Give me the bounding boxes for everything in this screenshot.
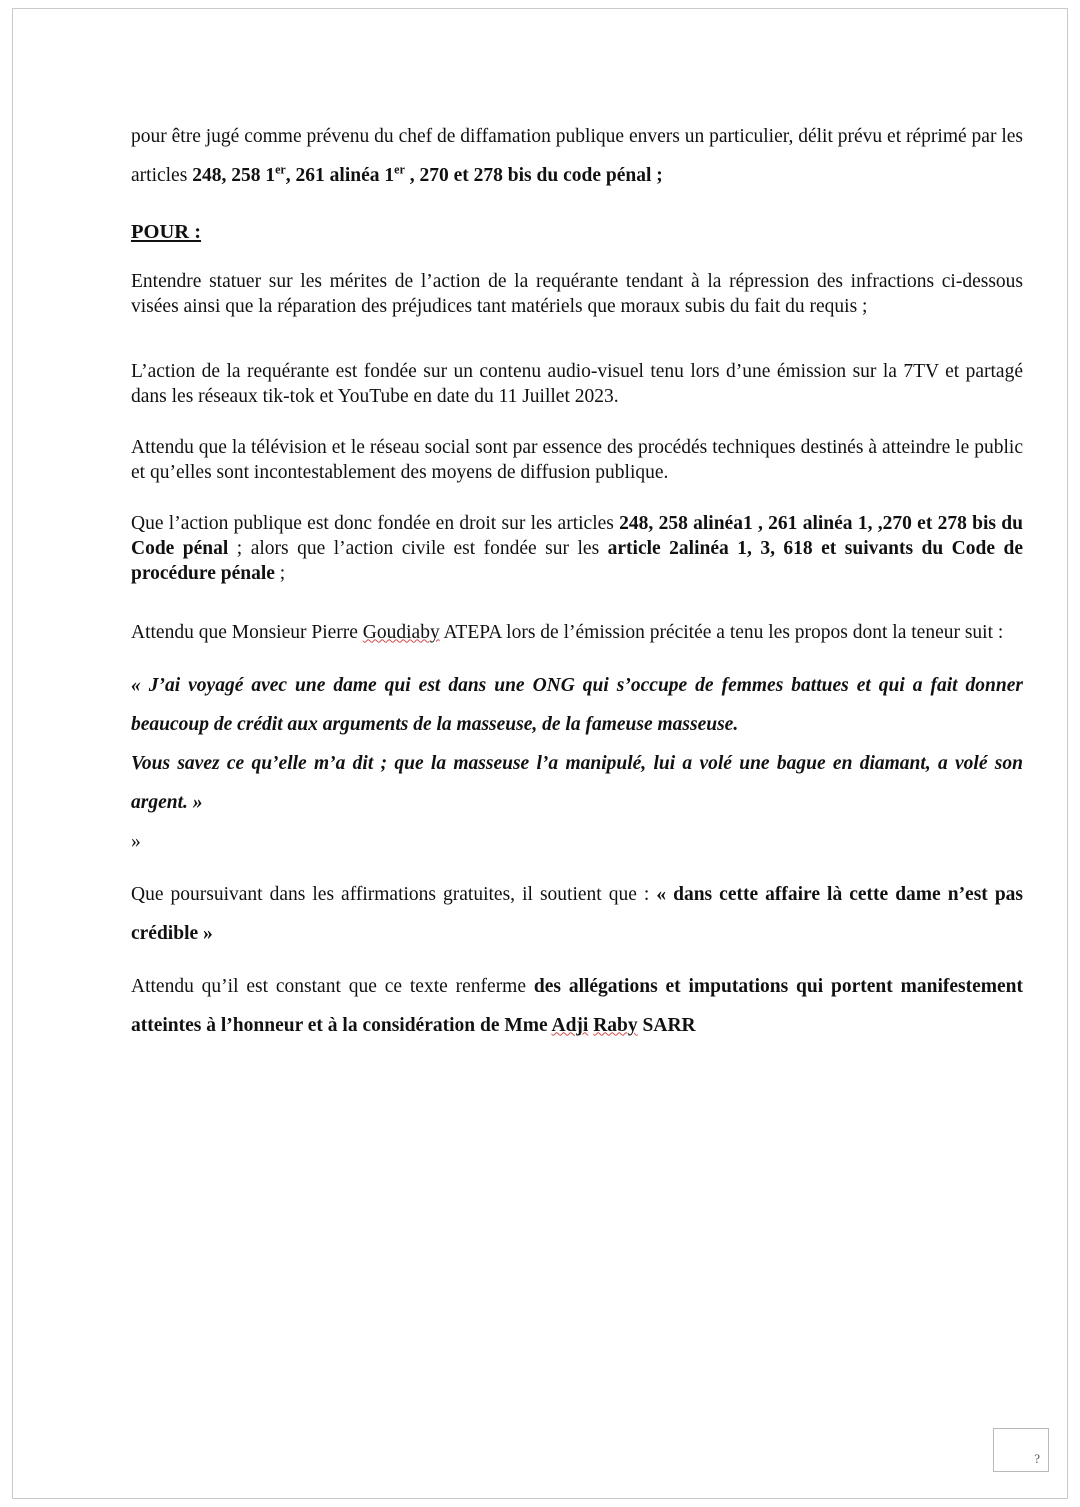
paragraph-entendre-statuer: Entendre statuer sur les mérites de l’action de la requérante tendant à la répression des infractions ci-dessous visées ainsi que la réparation des préjudices tant matériels que moraux subis du fait du requis ; <box>131 271 1023 317</box>
document-page <box>12 8 1068 1499</box>
page-number-badge <box>993 1428 1049 1472</box>
action-publique-articles-penal: 248, 258 alinéa1 , 261 alinéa 1, ,270 et 278 bis du Code pénal <box>131 512 1023 559</box>
action-publique-mid: ; alors que l’action civile est fondée sur les <box>228 537 608 559</box>
spellcheck-goudiaby: Goudiaby <box>362 621 440 643</box>
quote-paragraph-one: « J’ai voyagé avec une dame qui est dans une ONG qui s’occupe de femmes battues et qui a fait donner beaucoup de crédit aux arguments de la masseuse, de la fameuse masseuse. <box>131 674 1023 735</box>
page-number-label: ? <box>1034 1451 1040 1466</box>
action-publique-end: ; <box>274 562 286 584</box>
quote-orphan-mark: » <box>131 830 141 852</box>
allegations-lead: Attendu qu’il est constant que ce texte renferme <box>131 975 534 997</box>
spellcheck-raby: Raby <box>593 1014 638 1036</box>
charges-sup-a: er <box>275 162 286 177</box>
charges-articles-c: , 270 et 278 bis du code pénal ; <box>404 165 663 186</box>
paragraph-charges <box>131 117 1023 195</box>
affirmations-lead: Que poursuivant dans les affirmations gratuites, il soutient que : <box>131 883 657 905</box>
spellcheck-adji: Adji <box>551 1014 589 1036</box>
paragraph-action-fondee: L’action de la requérante est fondée sur un contenu audio-visuel tenu lors d’une émission sur la 7TV et partagé dans les réseaux tik-tok et YouTube en date du 11 Juillet 2023. <box>131 360 1023 407</box>
charges-articles-a: 248, 258 1 <box>192 165 276 186</box>
allegations-bold-one: des allégations et imputations qui portent manifestement atteintes à l’honneur et à la considération de Mme <box>131 975 1023 1036</box>
charges-sup-b: er <box>394 162 405 177</box>
charges-text: pour être jugé comme prévenu du chef de diffamation publique envers un particulier, délit prévu et réprimé par les articles <box>131 126 1023 186</box>
allegations-bold-two: SARR <box>637 1014 696 1036</box>
charges-articles-b: , 261 alinéa 1 <box>285 165 395 186</box>
affirmations-quote: « dans cette affaire là cette dame n’est pas crédible » <box>131 883 1024 944</box>
document-body <box>131 117 1023 1045</box>
attendu-atepa-end: ATEPA lors de l’émission précitée a tenu les propos dont la teneur suit : <box>439 621 1004 643</box>
action-publique-lead: Que l’action publique est donc fondée en droit sur les articles <box>131 512 620 534</box>
section-heading-pour: POUR : <box>131 221 202 243</box>
attendu-atepa-lead: Attendu que Monsieur Pierre <box>131 621 363 643</box>
paragraph-allegations <box>131 967 1023 1045</box>
paragraph-affirmations-gratuites <box>131 875 1023 953</box>
paragraph-action-publique <box>131 512 1023 587</box>
quote-paragraph-two: Vous savez ce qu’elle m’a dit ; que la masseuse l’a manipulé, lui a volé une bague en diamant, a volé son argent. » <box>131 752 1023 813</box>
paragraph-television-reseau: Attendu que la télévision et le réseau social sont par essence des procédés techniques destinés à atteindre le public et qu’elles sont incontestablement des moyens de diffusion publique. <box>131 436 1023 483</box>
action-publique-articles-procedure: article 2alinéa 1, 3, 618 et suivants du Code de procédure pénale <box>131 537 1023 584</box>
paragraph-attendu-atepa <box>131 613 1023 652</box>
